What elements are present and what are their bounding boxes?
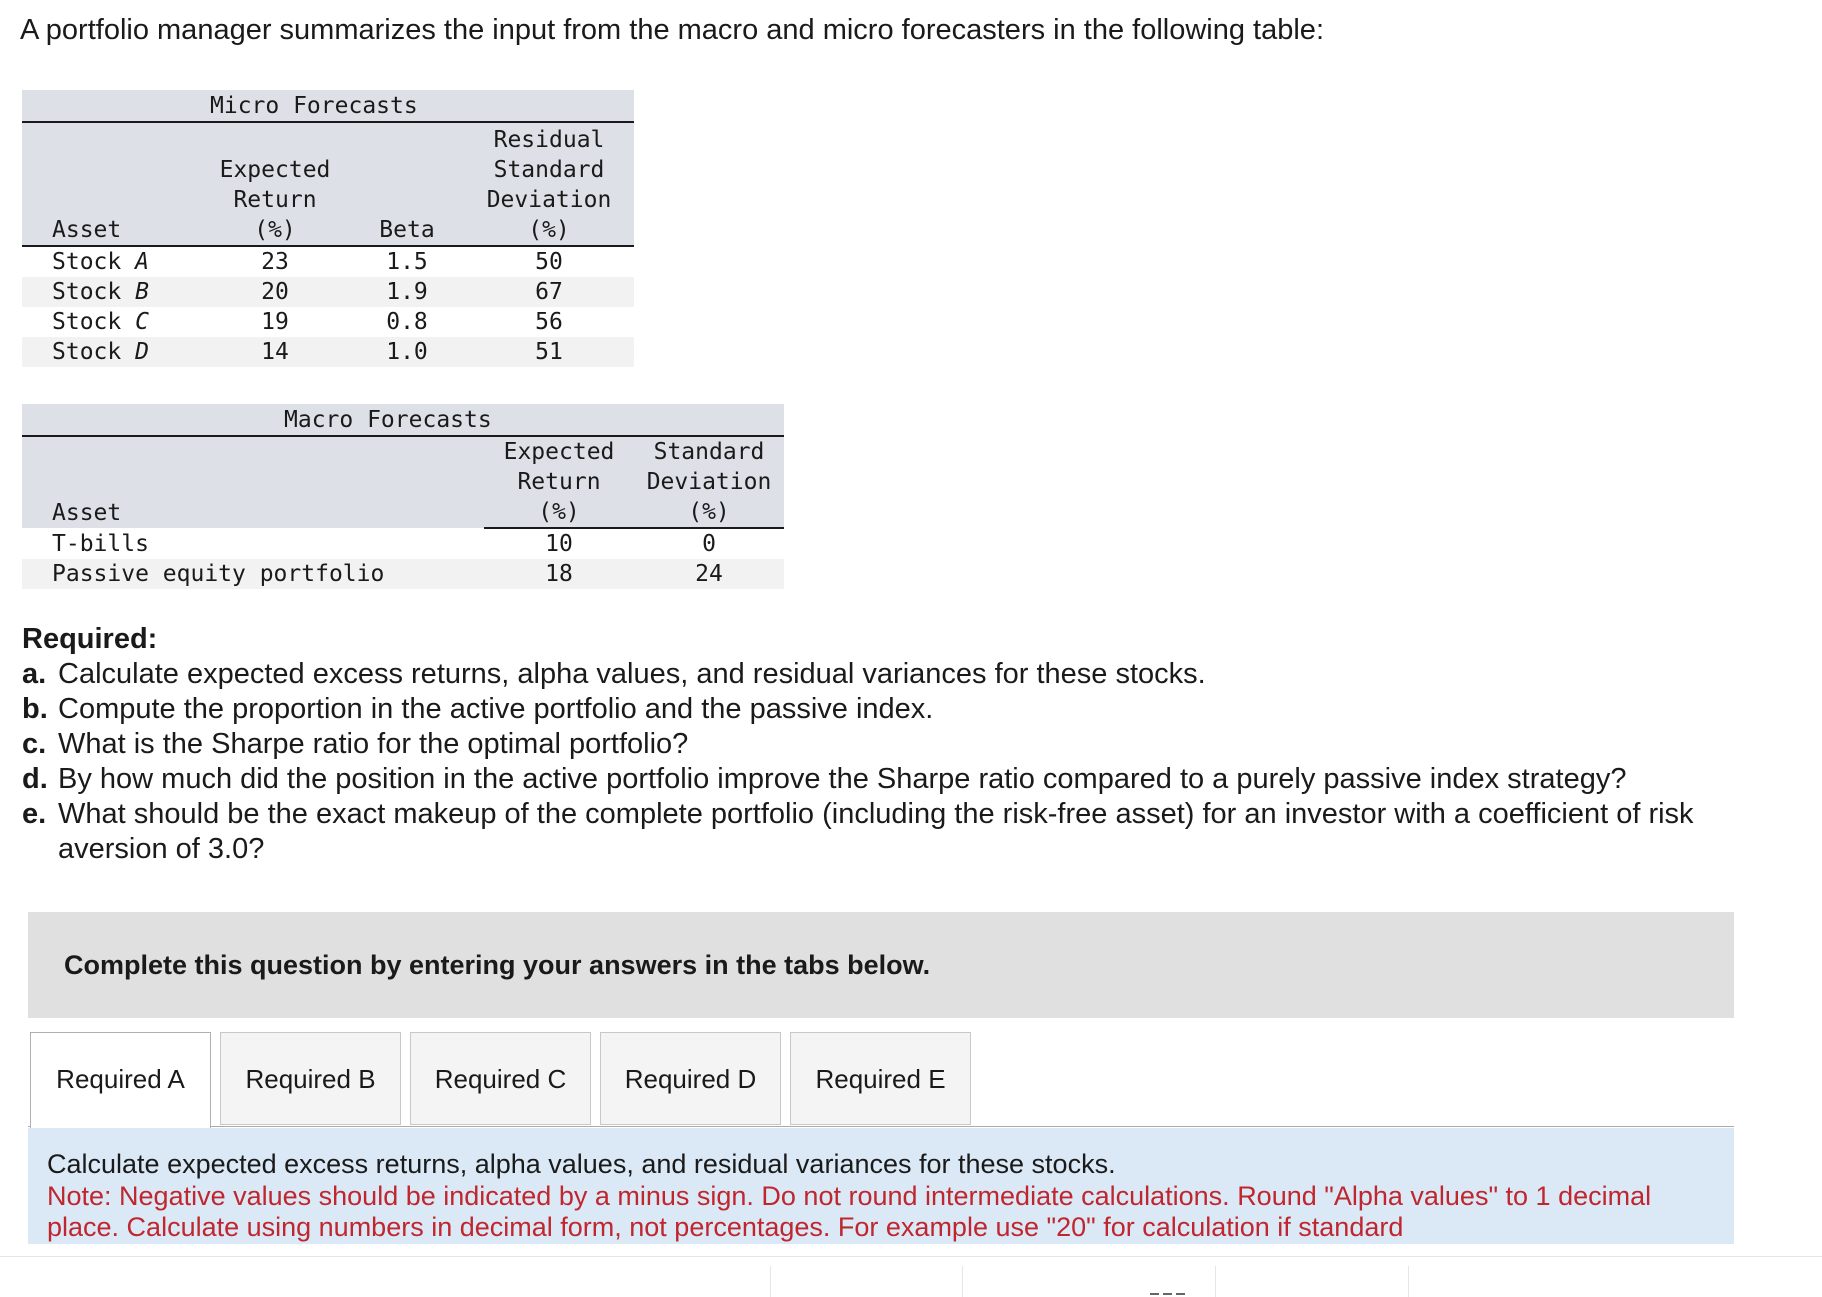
table-row [22, 528, 784, 559]
intro-text: A portfolio manager summarizes the input from the macro and micro forecasters in the following table: [20, 14, 1324, 46]
table-row [22, 307, 634, 337]
tab-divider [28, 1126, 1734, 1127]
required-item-e: e. What should be the exact makeup of the complete portfolio (including the risk-free asset) for an investor with a coefficient of risk aversion of 3.0? [22, 798, 1694, 865]
macro-header-asset: Asset [22, 436, 484, 528]
standard-deviation: 0 [702, 531, 716, 557]
footer-divider [0, 1256, 1822, 1257]
required-item-b: b. Compute the proportion in the active portfolio and the passive index. [22, 693, 934, 725]
macro-forecasts-table [22, 404, 784, 589]
required-item-a: a. Calculate expected excess returns, alpha values, and residual variances for these stocks. [22, 658, 1206, 690]
micro-header-expected-return: Expected Return (%) [200, 122, 350, 246]
beta: 1.9 [350, 277, 464, 307]
asset-name: Stock D [22, 337, 200, 367]
tab-required-d[interactable]: Required D [600, 1032, 781, 1125]
micro-header-beta: Beta [350, 122, 464, 246]
panel-instruction: Calculate expected excess returns, alpha values, and residual variances for these stocks. [47, 1149, 1116, 1179]
asset-name: Stock C [52, 309, 149, 335]
required-title: Required: [22, 623, 158, 655]
beta: 1.0 [350, 337, 464, 367]
tab-required-a[interactable]: Required A [30, 1032, 211, 1128]
residual-sd: 67 [464, 277, 634, 307]
required-section [22, 622, 1822, 867]
table-row [22, 277, 634, 307]
micro-header-asset: Asset [22, 122, 200, 246]
table-row [22, 337, 634, 367]
standard-deviation: 24 [634, 559, 784, 589]
residual-sd: 56 [535, 309, 563, 335]
tab-required-c[interactable]: Required C [410, 1032, 591, 1125]
micro-header-residual-sd: Residual Standard Deviation (%) [464, 122, 634, 246]
expected-return: 23 [261, 249, 289, 275]
macro-header-expected-return: Expected Return (%) [484, 436, 634, 528]
micro-caption: Micro Forecasts [200, 90, 634, 122]
asset-name: T-bills [52, 530, 149, 557]
dashed-marker [1150, 1293, 1186, 1295]
table-row [22, 246, 634, 277]
asset-name: Stock B [22, 277, 200, 307]
expected-return: 10 [545, 531, 573, 557]
asset-name: Passive equity portfolio [22, 559, 484, 589]
tab-panel [28, 1128, 1734, 1244]
expected-return: 20 [200, 277, 350, 307]
footer-column-divider [770, 1266, 771, 1297]
required-item-d: d. By how much did the position in the active portfolio improve the Sharpe ratio compared to a purely passive index strategy? [22, 763, 1627, 795]
required-item-c: c. What is the Sharpe ratio for the optimal portfolio? [22, 728, 689, 760]
expected-return: 14 [200, 337, 350, 367]
banner-text: Complete this question by entering your answers in the tabs below. [64, 950, 931, 980]
tab-required-e[interactable]: Required E [790, 1032, 971, 1125]
macro-header-sd: Standard Deviation (%) [634, 436, 784, 528]
tab-required-b[interactable]: Required B [220, 1032, 401, 1125]
beta: 1.5 [386, 249, 428, 275]
micro-forecasts-table [22, 90, 634, 367]
footer-column-divider [1215, 1266, 1216, 1297]
footer-column-divider [1408, 1266, 1409, 1297]
instruction-banner [28, 912, 1734, 1018]
asset-name: Stock A [52, 249, 149, 275]
table-row [22, 559, 784, 589]
residual-sd: 50 [535, 249, 563, 275]
panel-note: Note: Negative values should be indicated by a minus sign. Do not round intermediate calculations. Round "Alpha values" to 1 decimal place. Calculate using numbers in decimal form, not percentages. For example use "20" for calculation if standard [47, 1181, 1652, 1242]
beta: 0.8 [386, 309, 428, 335]
footer-column-divider [962, 1266, 963, 1297]
expected-return: 19 [261, 309, 289, 335]
expected-return: 18 [484, 559, 634, 589]
residual-sd: 51 [464, 337, 634, 367]
answer-tabs [30, 1032, 980, 1128]
macro-caption: Macro Forecasts [22, 404, 784, 436]
